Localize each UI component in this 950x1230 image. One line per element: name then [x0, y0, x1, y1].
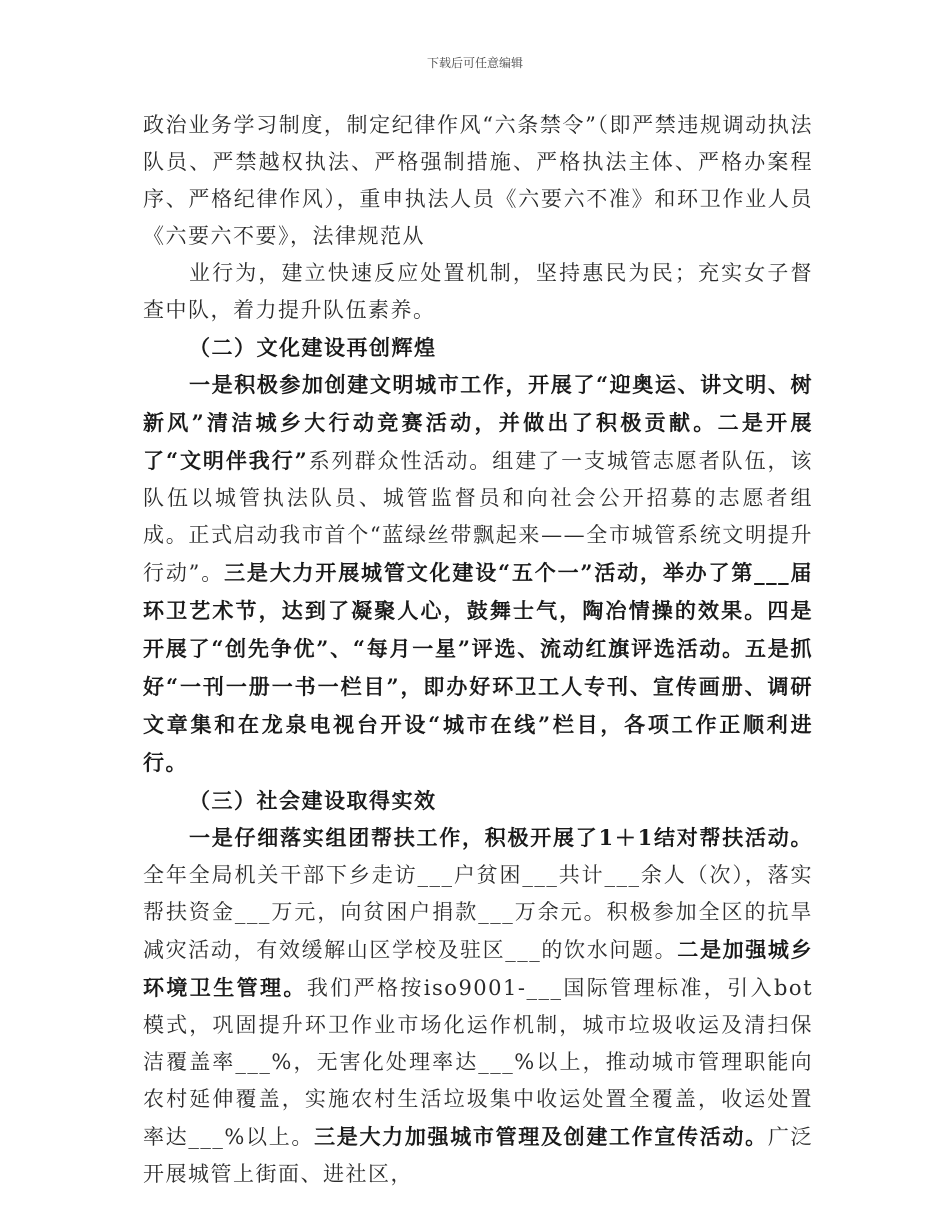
page-header-note: 下载后可任意编辑 — [426, 56, 523, 70]
bold-text: 二是加强城乡环境卫生管理。 — [143, 937, 814, 1000]
bold-text: 一是仔细落实组团帮扶工作，积极开展了1＋1结对帮扶活动。 — [189, 825, 813, 850]
bold-text: 三是大力开展城管文化建设“五个一”活动，举办了第___届环卫艺术节，达到了凝聚人心，鼓舞士气，陶冶情操的效果。四是开展了“创先争优”、“每月一星”评选、流动红旗评选活动。五是抓好“一刊一册一书一栏目”，即办好环卫工人专刊、宣传画册、调研文章集和在龙泉电视台开设“城市在线”栏目，各项工作正顺利进行。 — [143, 560, 813, 775]
section-heading: （二）文化建设再创辉煌 — [189, 335, 437, 360]
paragraph: 政治业务学习制度，制定纪律作风“六条禁令”（即严禁违规调动执法队员、严禁越权执法、严格强制措施、严格执法主体、严格办案程序、严格纪律作风），重申执法人员《六要六不准》和环卫作业人员《六要六不要》，法律规范从 — [143, 113, 813, 248]
document-body — [143, 107, 813, 1193]
paragraph — [143, 819, 813, 1193]
text-run: 系列群众性活动。组建了一支城管志愿者队伍，该队伍以城管执法队员、城管监督员和向社会公开招募的志愿者组成。正式启动我市首个“蓝绿丝带飘起来——全市城管系统文明提升行动”。 — [143, 449, 813, 585]
paragraph — [143, 366, 813, 782]
text-run: 广泛开展城管上街面、进社区， — [143, 1125, 813, 1186]
bold-text: 三是大力加强城市管理及创建工作宣传活动。 — [314, 1124, 768, 1149]
text-run: 我们严格按iso9001-___国际管理标准，引入bot模式，巩固提升环卫作业市场化运作机制，城市垃圾收运及清扫保洁覆盖率___%，无害化处理率达___%以上，推动城市管理职能向农村延伸覆盖，实施农村生活垃圾集中收运处置全覆盖，收运处置率达___%以上。 — [143, 976, 814, 1149]
paragraph: 业行为，建立快速反应处置机制，坚持惠民为民；充实女子督查中队，着力提升队伍素养。 — [143, 261, 813, 322]
bold-text: 一是积极参加创建文明城市工作，开展了“迎奥运、讲文明、树新风”清洁城乡大行动竞赛活动，并做出了积极贡献。二是开展了“文明伴我行” — [143, 372, 813, 473]
section-heading: （三）社会建设取得实效 — [189, 788, 437, 813]
text-run: 全年全局机关干部下乡走访___户贫困___共计___余人（次），落实帮扶资金___万元，向贫困户捐款___万余元。积极参加全区的抗旱减灾活动，有效缓解山区学校及驻区___的饮水问题。 — [143, 863, 813, 962]
